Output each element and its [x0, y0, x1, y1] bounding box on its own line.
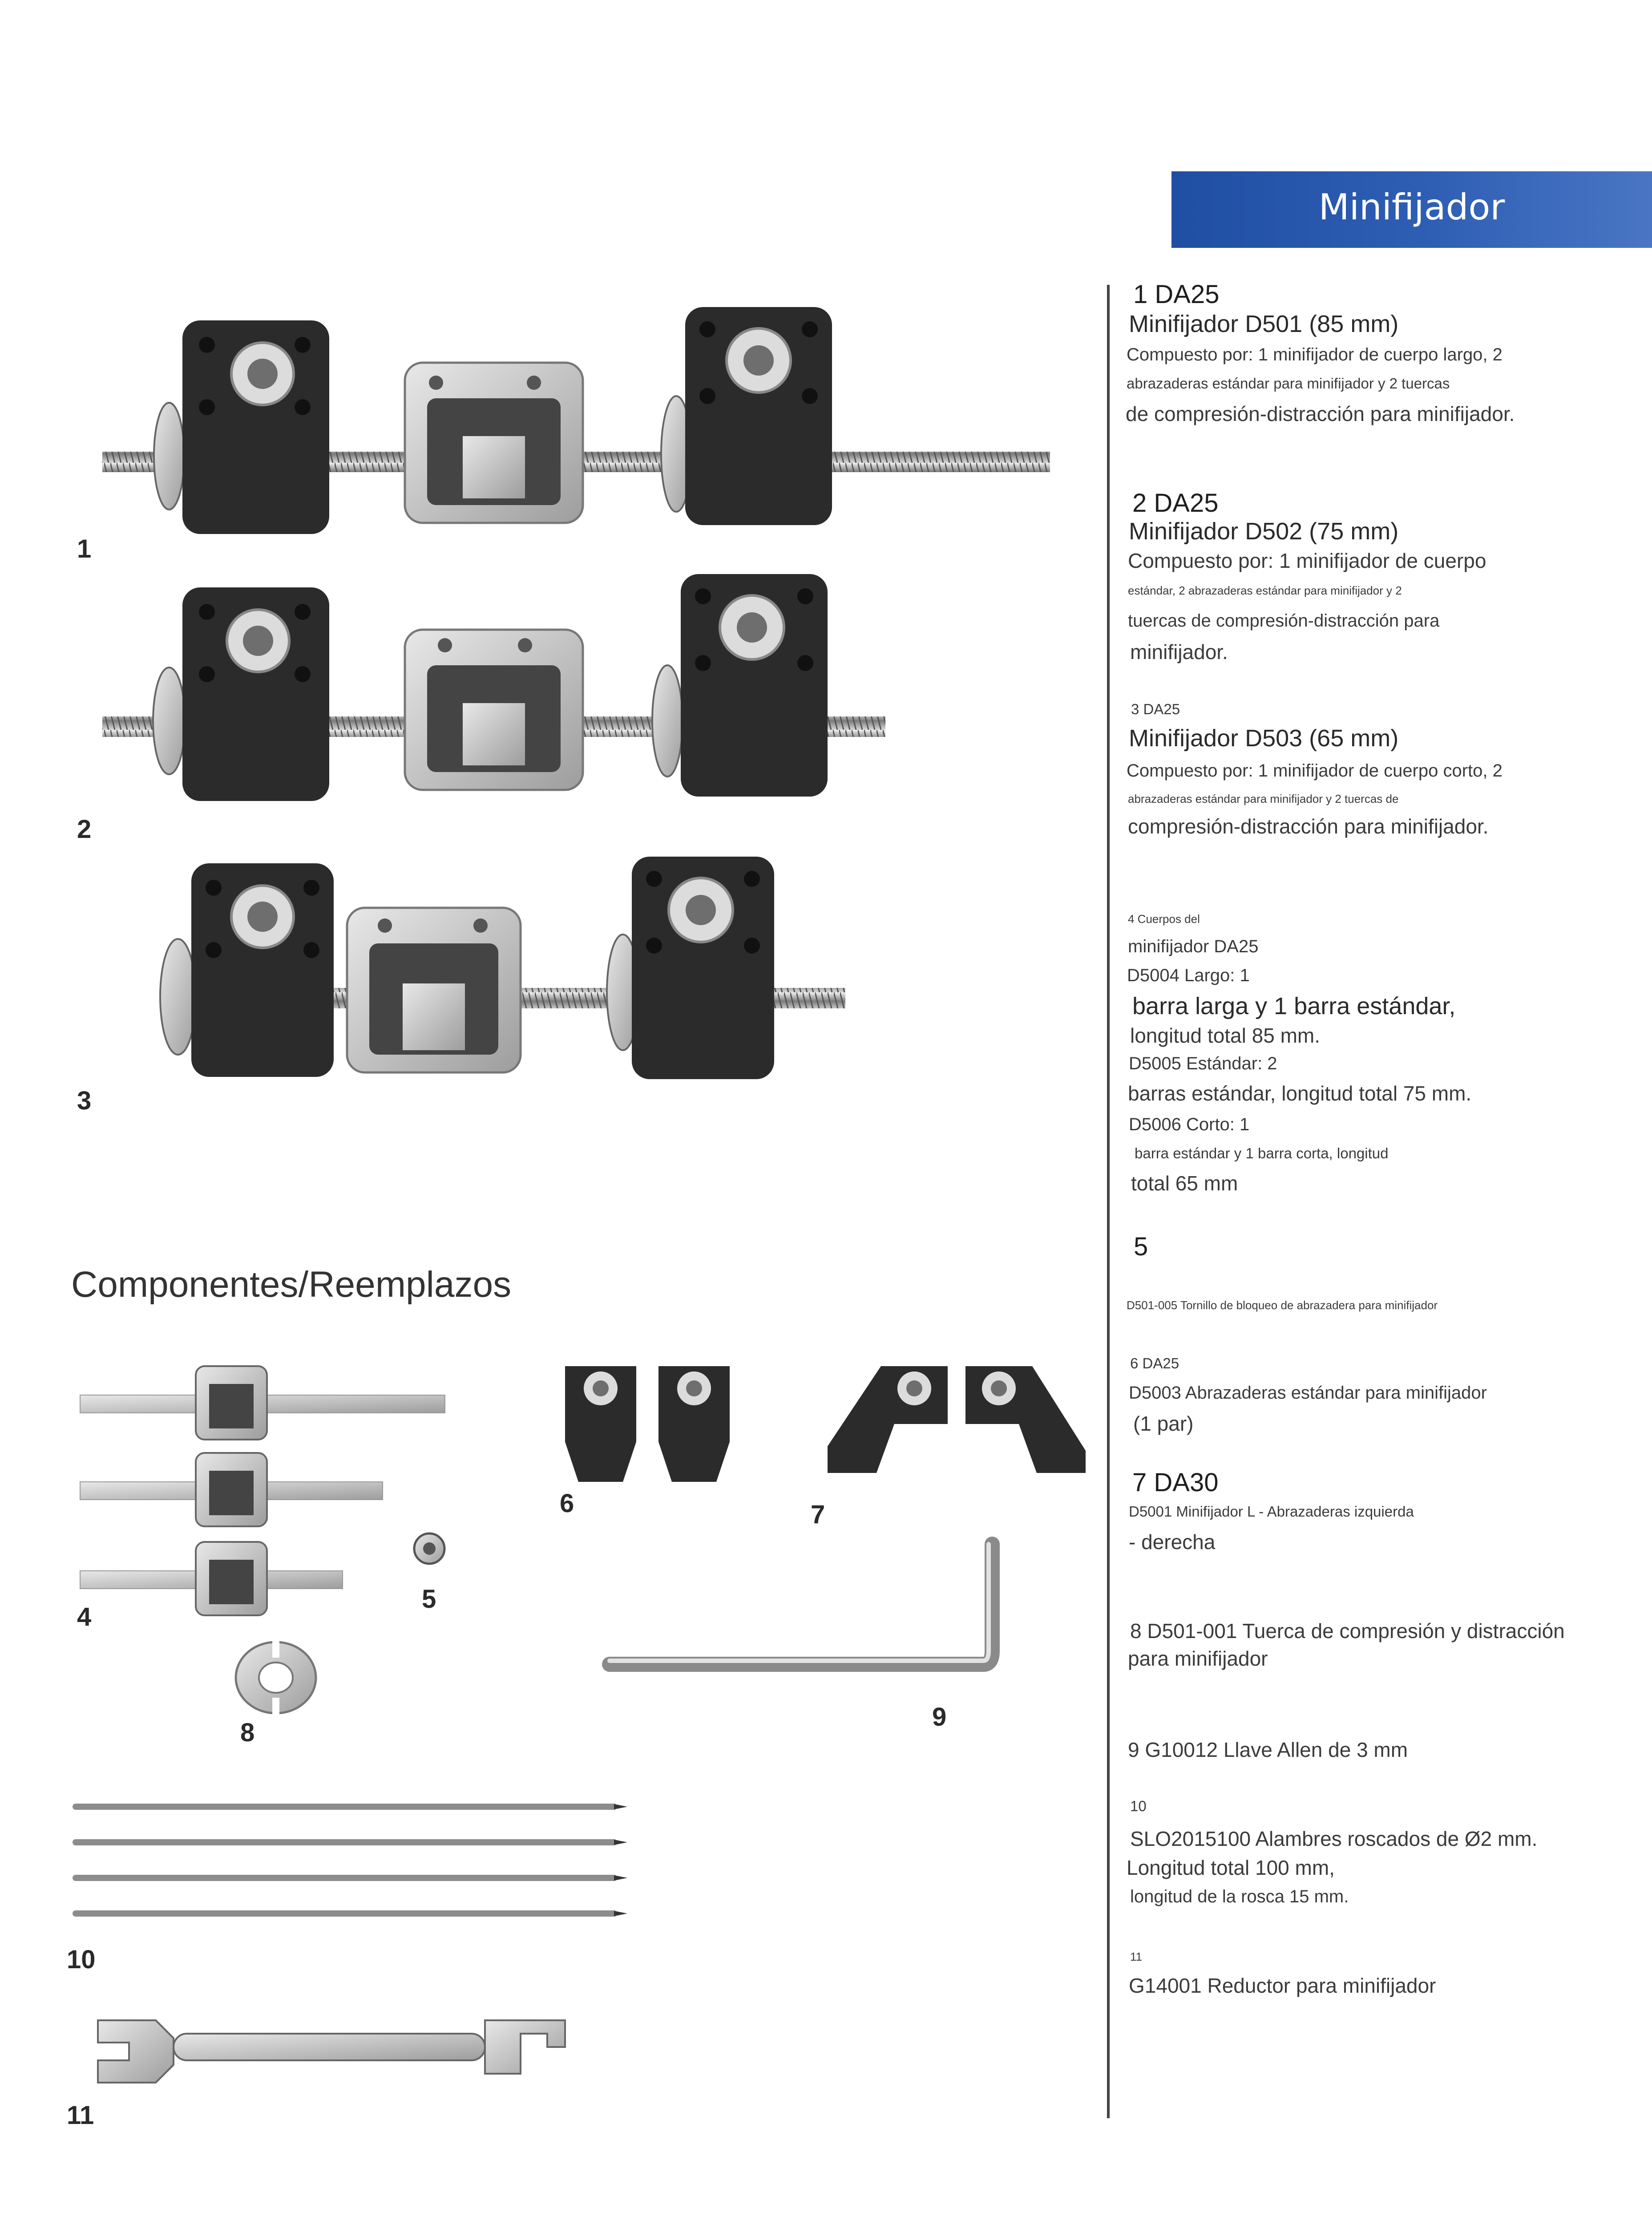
fixator-assembly-3	[142, 850, 863, 1099]
item-2-desc-line: minifijador.	[1130, 640, 1228, 663]
item-10-desc-line: longitud de la rosca 15 mm.	[1130, 1887, 1349, 1906]
item-10-code: 10	[1130, 1798, 1147, 1814]
item-7-desc-line: - derecha	[1129, 1530, 1216, 1553]
item-3-desc-line: abrazaderas estándar para minifijador y 2 tuercas de	[1128, 792, 1399, 805]
column-divider	[1107, 285, 1110, 2118]
item-2-code: 2 DA25	[1132, 489, 1219, 518]
item-2-name: Minifijador D502 (75 mm)	[1129, 518, 1399, 545]
item-7-desc-line: D5001 Minifijador L - Abrazaderas izquierda	[1129, 1503, 1414, 1520]
page-title: Minifijador	[1318, 186, 1505, 228]
allen-key-image	[601, 1535, 1014, 1695]
item-7-code: 7 DA30	[1132, 1468, 1219, 1497]
fixator-assembly-1	[98, 303, 1054, 552]
item-8-desc-line: 8 D501-001 Tuerca de compresión y distracción	[1130, 1619, 1565, 1642]
fixator-assembly-2	[98, 570, 899, 819]
item-1-desc-line: Compuesto por: 1 minifijador de cuerpo largo, 2	[1127, 345, 1503, 364]
threaded-wires-image	[71, 1789, 632, 1931]
item-6-desc-line: (1 par)	[1133, 1412, 1194, 1435]
item-2-desc-line: estándar, 2 abrazaderas estándar para minifijador y 2	[1128, 584, 1402, 597]
item-4-desc-line: minifijador DA25	[1128, 937, 1259, 956]
item-3-name: Minifijador D503 (65 mm)	[1129, 725, 1399, 752]
item-4-desc-line: total 65 mm	[1131, 1172, 1238, 1195]
header-banner	[1171, 171, 1652, 248]
figure-number: 6	[560, 1489, 574, 1518]
item-11-code: 11	[1130, 1950, 1142, 1963]
item-1-desc-line: de compresión-distracción para minifijador.	[1126, 402, 1515, 425]
item-5-code: 5	[1134, 1232, 1148, 1261]
item-2-desc-line: tuercas de compresión-distracción para	[1128, 611, 1440, 631]
figure-number: 4	[77, 1602, 92, 1631]
item-1-desc-line: abrazaderas estándar para minifijador y 2 tuercas	[1127, 375, 1450, 392]
item-3-desc-line: Compuesto por: 1 minifijador de cuerpo corto, 2	[1127, 761, 1503, 781]
figure-number: 11	[67, 2101, 94, 2130]
item-4-desc-line: D5006 Corto: 1	[1129, 1115, 1250, 1134]
item-10-desc-line: SLO2015100 Alambres roscados de Ø2 mm.	[1130, 1827, 1538, 1850]
figure-number: 7	[811, 1500, 825, 1529]
item-4-desc-line: longitud total 85 mm.	[1130, 1024, 1321, 1047]
item-6-desc-line: D5003 Abrazaderas estándar para minifijador	[1129, 1383, 1487, 1403]
item-4-code: 4 Cuerpos del	[1128, 912, 1200, 926]
fixator-bodies-image	[76, 1357, 449, 1615]
figure-number: 5	[422, 1585, 436, 1614]
item-6-code: 6 DA25	[1130, 1355, 1179, 1371]
figure-number: 9	[932, 1703, 947, 1731]
reducer-image	[93, 2002, 574, 2092]
item-1-code: 1 DA25	[1133, 280, 1220, 309]
standard-clamps-image	[561, 1357, 739, 1486]
l-clamps-image	[823, 1357, 1090, 1491]
components-title: Componentes/Reemplazos	[71, 1264, 512, 1305]
item-4-desc-line: D5004 Largo: 1	[1127, 966, 1250, 985]
item-1-name: Minifijador D501 (85 mm)	[1129, 311, 1399, 337]
item-4-desc-line: barra larga y 1 barra estándar,	[1132, 993, 1456, 1019]
item-4-desc-line: barras estándar, longitud total 75 mm.	[1128, 1082, 1472, 1105]
locking-screw-image	[412, 1531, 447, 1566]
item-8-desc-line: para minifijador	[1128, 1647, 1268, 1670]
figure-number: 8	[240, 1718, 255, 1747]
compression-nut-image	[231, 1638, 320, 1718]
item-3-desc-line: compresión-distracción para minifijador.	[1128, 815, 1489, 838]
item-10-desc-line: Longitud total 100 mm,	[1127, 1856, 1335, 1879]
item-4-desc-line: barra estándar y 1 barra corta, longitud	[1135, 1145, 1389, 1161]
item-9-desc-line: 9 G10012 Llave Allen de 3 mm	[1128, 1738, 1408, 1761]
figure-number: 1	[77, 534, 92, 563]
item-2-desc-line: Compuesto por: 1 minifijador de cuerpo	[1128, 549, 1486, 572]
item-4-desc-line: D5005 Estándar: 2	[1129, 1054, 1277, 1073]
figure-number: 2	[77, 815, 92, 844]
item-5-desc-line: D501-005 Tornillo de bloqueo de abrazadera para minifijador	[1127, 1299, 1438, 1312]
figure-number: 3	[77, 1086, 92, 1115]
item-11-desc-line: G14001 Reductor para minifijador	[1129, 1974, 1436, 1997]
item-3-code: 3 DA25	[1131, 701, 1180, 717]
figure-number: 10	[67, 1945, 96, 1974]
